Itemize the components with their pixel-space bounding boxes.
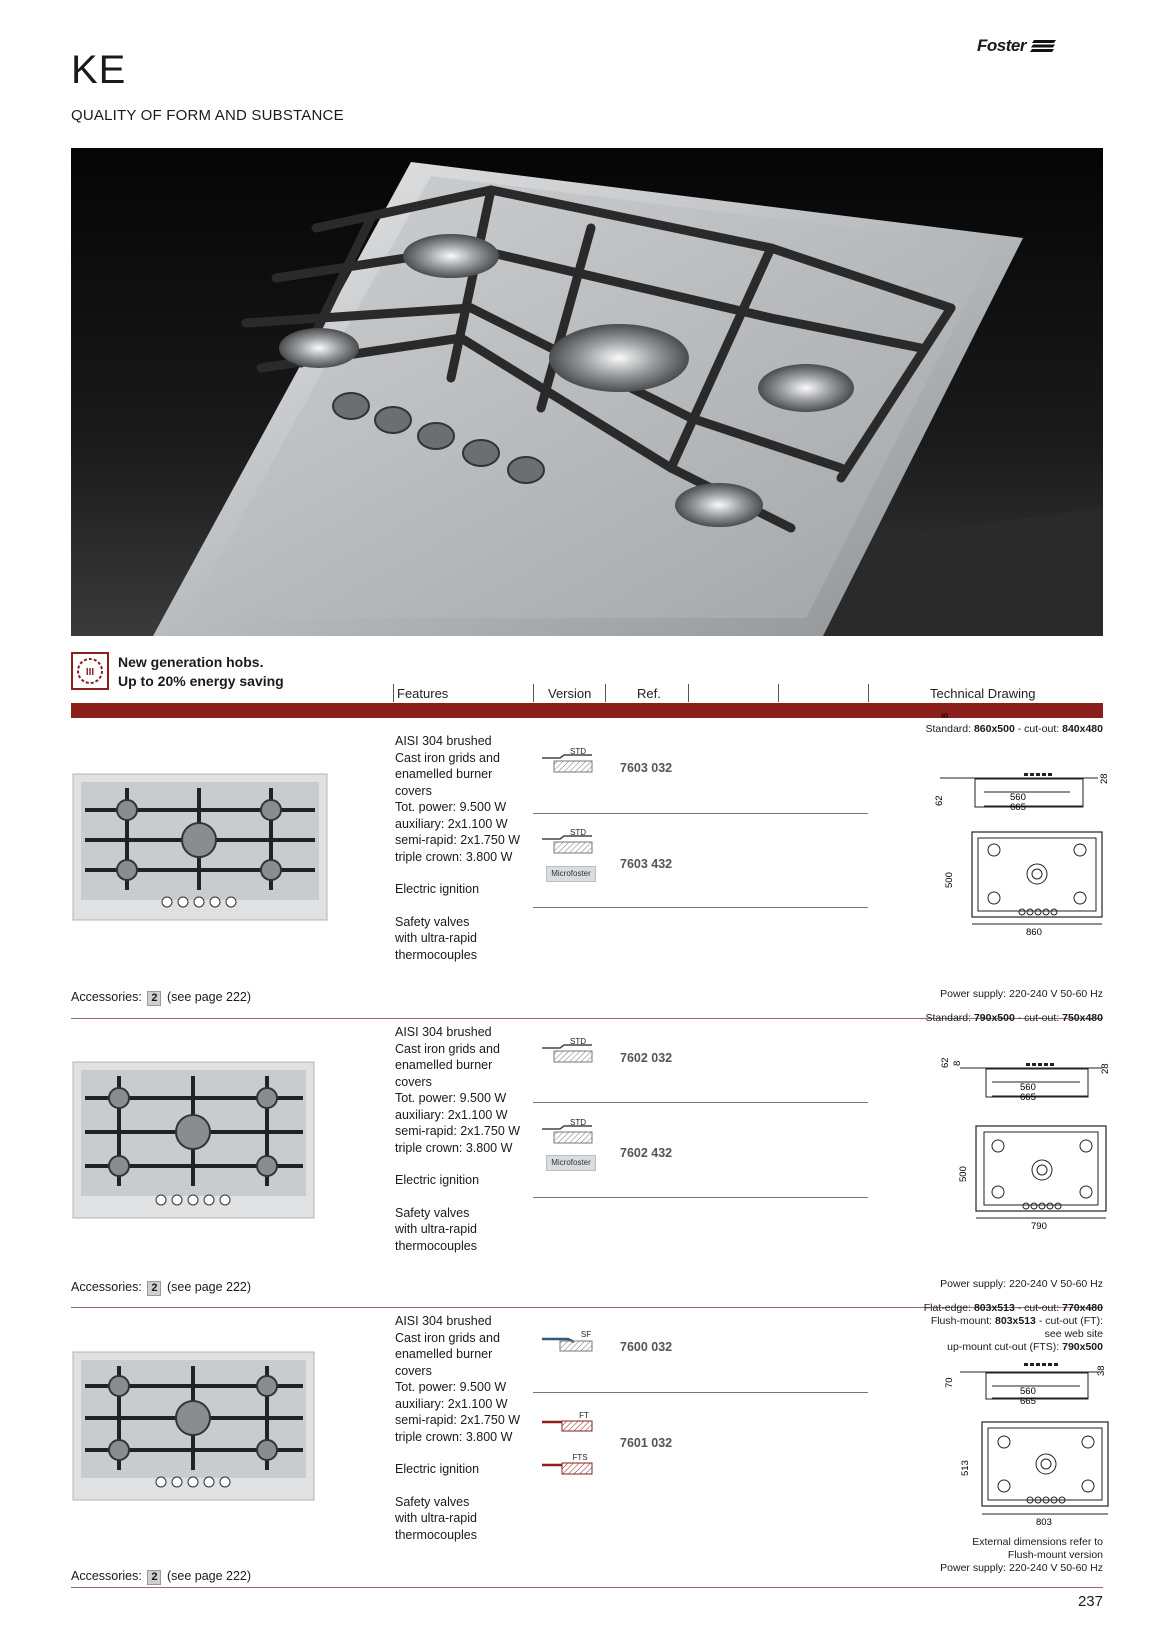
spec-cut: 770x480 [1062,1302,1103,1314]
dim-label: 8 [952,1060,963,1066]
feature-line: Safety valves [395,1205,470,1220]
feature-line: enamelled burner [395,1058,493,1072]
accessories-note [71,990,251,1006]
spec-prefix: Flat-edge: [923,1302,974,1314]
svg-text:III: III [85,667,95,678]
product-ref: 7600 032 [620,1340,673,1354]
feature-line: covers [395,1363,432,1378]
product-ref: 7602 432 [620,1146,673,1160]
dim-label: 62 [934,795,945,806]
spec-dim: 860x500 [973,723,1015,735]
dim-label: 665 [1020,1396,1036,1407]
page-number: 237 [1077,1593,1103,1610]
version-code: STD [570,747,586,756]
version-code: STD [570,1037,586,1046]
spec-prefix: up-mount cut-out (FTS): [947,1341,1063,1353]
spec-mid: - cut-out: [1014,1302,1063,1314]
page-subtitle: QUALITY OF FORM AND SUBSTANCE [71,107,344,124]
page-title: KE [71,48,127,92]
power-line: Power supply: 220-240 V 50-60 Hz [940,988,1103,1000]
accessories-page: (see page 222) [166,1280,252,1294]
version-sf-icon [540,1329,594,1355]
spec-dim: 790x500 [973,1012,1015,1024]
feature-line: thermocouples [395,1527,477,1542]
feature-line: semi-rapid: 2x1.750 W [395,1413,521,1427]
version-divider [533,813,868,814]
feature-line: AISI 304 brushed [395,1314,492,1328]
accessories-note [71,1280,251,1296]
top-view-drawing [934,1418,1114,1530]
product-features [395,1024,535,1270]
version-code: FTS [572,1453,588,1462]
side-view-drawing [930,1358,1110,1414]
dim-label: 665 [1020,1092,1036,1103]
dim-label: 860 [1026,927,1042,938]
spec-dim: 790x500 [1062,1341,1103,1353]
feature-line: triple crown: 3.800 W [395,1429,513,1444]
column-separator [868,684,869,702]
dim-label: 28 [1099,773,1110,784]
column-separator [688,684,689,702]
product-features [395,1313,535,1559]
feature-line: thermocouples [395,1238,477,1253]
spec-mid: - cut-out: [1014,1012,1063,1024]
side-view-drawing [930,1050,1110,1110]
feature-line: AISI 304 brushed [395,1025,492,1039]
accessories-number: 2 [147,1281,161,1296]
dim-label: 790 [1031,1221,1047,1232]
version-divider [533,1392,868,1393]
dim-label: 500 [944,872,955,888]
product-ref: 7603 432 [620,857,673,871]
microfoster-badge: Microfoster [546,866,596,882]
feature-line: enamelled burner [395,1347,493,1361]
spec-cut: 840x480 [1062,723,1103,735]
energy-line-1: New generation hobs. [118,654,264,670]
top-view-drawing [922,828,1107,940]
column-header-features: Features [397,686,449,701]
dim-label: 560 [1020,1082,1036,1093]
version-std-icon [540,747,594,776]
version-fts-icon [540,1451,594,1477]
spec-dim: 803x513 [973,1302,1015,1314]
feature-line: Electric ignition [395,1462,480,1476]
column-header-ref: Ref. [637,686,661,701]
feature-line: Safety valves [395,914,470,929]
top-view-drawing [934,1122,1114,1234]
column-separator [533,684,534,702]
feature-line: covers [395,1074,432,1089]
feature-line: Electric ignition [395,1173,480,1187]
brand-name: Foster [977,36,1026,55]
feature-line: thermocouples [395,947,477,962]
power-line: External dimensions refer to [972,1536,1103,1548]
dim-label: 8 [940,712,950,718]
feature-line: triple crown: 3.800 W [395,849,513,864]
column-header-version: Version [548,686,592,701]
version-std-icon [540,1037,594,1066]
feature-line: enamelled burner [395,767,493,781]
feature-line: auxiliary: 2x1.100 W [395,1396,508,1411]
version-std-icon [540,1118,594,1147]
dim-label: 560 [1020,1386,1036,1397]
accessories-note [71,1569,251,1585]
spec-cut: 750x480 [1062,1012,1103,1024]
feature-line: AISI 304 brushed [395,734,492,748]
energy-line-2: Up to 20% energy saving [118,673,284,689]
version-code: STD [570,828,586,837]
product-image [71,1060,316,1220]
power-supply [940,988,1103,1001]
column-header-technical: Technical Drawing [930,686,1036,701]
accessories-label: Accessories: [71,1569,142,1583]
column-separator [393,684,394,702]
dim-label: 803 [1036,1517,1052,1528]
microfoster-badge: Microfoster [546,1155,596,1171]
version-code: STD [570,1118,586,1127]
accessories-number: 2 [147,1570,161,1585]
product-features [395,733,535,979]
feature-line: with ultra-rapid [395,1222,477,1236]
column-separator [778,684,779,702]
product-ref: 7603 032 [620,761,673,775]
feature-line: auxiliary: 2x1.100 W [395,1107,508,1122]
version-code: FT [579,1411,589,1420]
spec-prefix: Flush-mount: [930,1315,996,1327]
power-supply [940,1536,1103,1575]
feature-line: Cast iron grids and [395,1041,500,1056]
feature-line: Cast iron grids and [395,1330,500,1345]
dimensions-spec [924,1302,1103,1354]
accessories-page: (see page 222) [166,990,252,1004]
power-supply [940,1278,1103,1291]
power-line: Power supply: 220-240 V 50-60 Hz [940,1278,1103,1290]
power-line: Power supply: 220-240 V 50-60 Hz [940,1562,1103,1574]
dim-label: 28 [1100,1063,1111,1074]
energy-saving-icon [71,652,109,690]
spec-mid: - cut-out: [1014,723,1063,735]
power-line: Flush-mount version [1007,1549,1103,1561]
dim-label: 665 [1010,802,1026,813]
dim-label: 38 [1096,1365,1107,1376]
dim-label: 500 [958,1166,969,1182]
product-image [71,1350,316,1502]
accessories-page: (see page 222) [166,1569,252,1583]
energy-saving-text [118,653,284,691]
dim-label: 560 [1010,792,1026,803]
feature-line: Cast iron grids and [395,750,500,765]
version-code: SF [580,1330,592,1339]
brand-logo [977,36,1056,56]
version-divider [533,907,868,908]
accessories-label: Accessories: [71,1280,142,1294]
dim-label: 62 [940,1057,951,1068]
version-divider [533,1102,868,1103]
feature-line: semi-rapid: 2x1.750 W [395,833,521,847]
hero-hob-photo [71,148,1103,636]
feature-line: with ultra-rapid [395,1511,477,1525]
accessories-number: 2 [147,991,161,1006]
brand-mark-icon [1030,39,1056,53]
section-divider [71,1587,1103,1588]
feature-line: with ultra-rapid [395,931,477,945]
feature-line: Safety valves [395,1494,470,1509]
accessories-label: Accessories: [71,990,142,1004]
dimensions-spec [926,1012,1104,1025]
spec-prefix: Standard: [925,723,974,735]
version-divider [533,1197,868,1198]
version-std-icon [540,828,594,857]
spec-mid: - cut-out (FT): [1035,1315,1103,1327]
version-ft-icon [540,1408,594,1434]
feature-line: Tot. power: 9.500 W [395,800,507,814]
feature-line: auxiliary: 2x1.100 W [395,816,508,831]
spec-dim: 803x513 [995,1315,1036,1327]
spec-prefix: Standard: [925,1012,974,1024]
dim-label: 70 [944,1377,955,1388]
feature-line: Tot. power: 9.500 W [395,1380,507,1394]
product-ref: 7601 032 [620,1436,673,1450]
feature-line: semi-rapid: 2x1.750 W [395,1124,521,1138]
feature-line: Tot. power: 9.500 W [395,1091,507,1105]
product-image [71,772,329,922]
product-ref: 7602 032 [620,1051,673,1065]
dimensions-spec [926,723,1104,736]
spec-prefix: see web site [1044,1328,1103,1340]
feature-line: triple crown: 3.800 W [395,1140,513,1155]
feature-line: Electric ignition [395,882,480,896]
feature-line: covers [395,783,432,798]
dim-label: 513 [960,1460,971,1476]
column-separator [605,684,606,702]
